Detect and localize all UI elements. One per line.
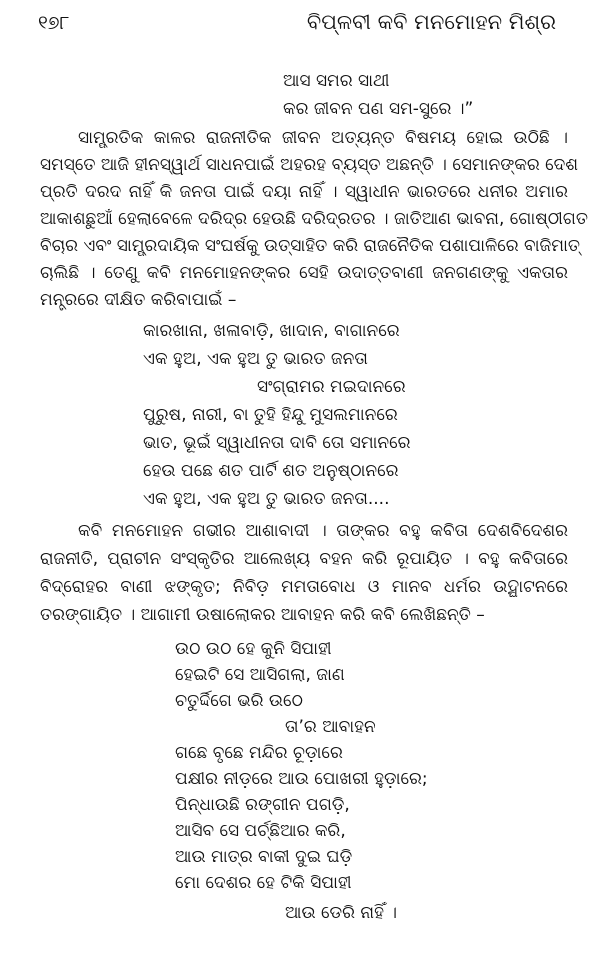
verse-line: ଆସିବ ସେ ପର୍ଚ୍ଛିଆର କରି, bbox=[175, 821, 346, 841]
paragraph-line: ବିଚାର ଏବଂ ସାମ୍ପ୍ରଦାୟିକ ସଂଘର୍ଷକୁ ଉତ୍ସାହିତ କରି ରାଜନୈତିକ ପଶାପାଳିରେ ବାଜିମାତ୍ bbox=[40, 236, 580, 256]
verse-line: ପିନ୍ଧାଉଛି ରଙ୍ଗୀନ ପଗଡ଼ି, bbox=[175, 795, 350, 815]
verse-line: ହେଇଟି ସେ ଆସିଗଲା, ଜାଣ bbox=[175, 665, 345, 685]
verse-line: କର ଜୀବନ ପଣ ସମ-ସୁରେ ।” bbox=[283, 99, 474, 119]
paragraph-line: ଆକାଶଛୁଆଁ ହେଲାବେଳେ ଦରିଦ୍ର ହେଉଛି ଦରିଦ୍ରତର । ଜାତିଆଣ ଭାବନା, ଗୋଷ୍ଠୀଗତ bbox=[40, 209, 588, 229]
verse-line: ମୋ ଦେଶର ହେ ଟିକି ସିପାହୀ bbox=[175, 873, 352, 893]
paragraph-line: ତରଙ୍ଗାୟିତ । ଆଗାମୀ ଉଷାଲୋକର ଆବାହନ କରି କବି ଲେଖିଛନ୍ତି – bbox=[40, 605, 485, 625]
verse-line: ଏକ ହୁଅ, ଏକ ହୁଅ ତୁ ଭାରତ ଜନତା bbox=[143, 349, 368, 369]
running-title: ବିପ୍ଳବୀ କବି ମନମୋହନ ମିଶ୍ର bbox=[306, 10, 556, 34]
verse-line: କାରଖାନା, ଖଳାବାଡ଼ି, ଖାଦାନ, ବାଗାନରେ bbox=[143, 321, 400, 341]
verse-line: ଚତୁର୍ଦ୍ଦିଗେ ଭରି ଉଠେ bbox=[175, 691, 303, 711]
verse-line: ପକ୍ଷୀର ନୀଡ଼ରେ ଆଉ ପୋଖରୀ ହୁଡ଼ାରେ; bbox=[175, 769, 428, 789]
paragraph-line: ସମସ୍ତେ ଆଜି ହୀନସ୍ୱାର୍ଥ ସାଧନପାଇଁ ଅହରହ ବ୍ୟସ୍ତ ଅଛନ୍ତି । ସେମାନଙ୍କର ଦେଶ bbox=[40, 155, 579, 175]
verse-line: ଆଉ ଡେରି ନାହିଁ । bbox=[285, 903, 398, 923]
verse-line: ପୁରୁଷ, ନାରୀ, ବା ତୁହି ହିନ୍ଦୁ ମୁସଲମାନରେ bbox=[143, 405, 398, 425]
verse-line: ଗଛେ ବୃଛେ ମନ୍ଦିର ଚୂଡ଼ାରେ bbox=[175, 743, 343, 763]
paragraph-line: ବିଦ୍ରୋହର ବାଣୀ ଝଙ୍କୃତ; ନିବିଡ଼ ମମତାବୋଧ ଓ ମାନବ ଧର୍ମର ଉଦ୍ଘାଟନରେ bbox=[40, 577, 568, 597]
paragraph-line: ଚାଲିଛି । ତେଣୁ କବି ମନମୋହନଙ୍କର ସେହି ଉଦାତ୍ତବାଣୀ ଜନଗଣଙ୍କୁ ଏକତାର bbox=[40, 263, 568, 283]
paragraph-line: ପ୍ରତି ଦରଦ ନାହିଁ କି ଜନତା ପାଇଁ ଦୟା ନାହିଁ । ସ୍ୱାଧୀନ ଭାରତରେ ଧନୀର ଅମାର bbox=[40, 182, 568, 202]
verse-line: ଭାତ, ଭୂଇଁ ସ୍ୱାଧୀନତା ଦାବି ତୋ ସମାନରେ bbox=[143, 433, 411, 453]
paragraph-line: କବି ମନମୋହନ ଗଭୀର ଆଶାବାଦୀ । ତାଙ୍କର ବହୁ କବିତା ଦେଶବିଦେଶର bbox=[78, 521, 568, 541]
verse-line: ସଂଗ୍ରାମର ମଇଦାନରେ bbox=[257, 377, 406, 397]
verse-line: ଉଠ ଉଠ ହେ କୁନି ସିପାହୀ bbox=[175, 639, 332, 659]
verse-line: ଆସ ସମର ସାଥୀ bbox=[283, 71, 390, 91]
page-number: ୧୭୮ bbox=[38, 12, 70, 34]
verse-line: ହେଉ ପଛେ ଶତ ପାର୍ଟି ଶତ ଅନୁଷ୍ଠାନରେ bbox=[143, 461, 399, 481]
verse-line: ତା’ର ଆବାହନ bbox=[285, 717, 376, 737]
paragraph-line: ମନ୍ତ୍ରରେ ଦୀକ୍ଷିତ କରିବାପାଇଁ – bbox=[40, 290, 237, 310]
verse-line: ଆଉ ମାତ୍ର ବାକୀ ଦୁଇ ଘଡ଼ି bbox=[175, 847, 353, 867]
verse-line: ଏକ ହୁଅ, ଏକ ହୁଅ ତୁ ଭାରତ ଜନତା.... bbox=[143, 489, 390, 509]
paragraph-line: ରାଜନୀତି, ପ୍ରାଚୀନ ସଂସ୍କୃତିର ଆଲେଖ୍ୟ ବହନ କରି ରୂପାୟିତ । ବହୁ କବିତାରେ bbox=[40, 549, 568, 569]
paragraph-line: ସାମ୍ପ୍ରତିକ କାଳର ରାଜନୀତିକ ଜୀବନ ଅତ୍ୟନ୍ତ ବିଷମୟ ହୋଇ ଉଠିଛି । bbox=[78, 128, 568, 148]
